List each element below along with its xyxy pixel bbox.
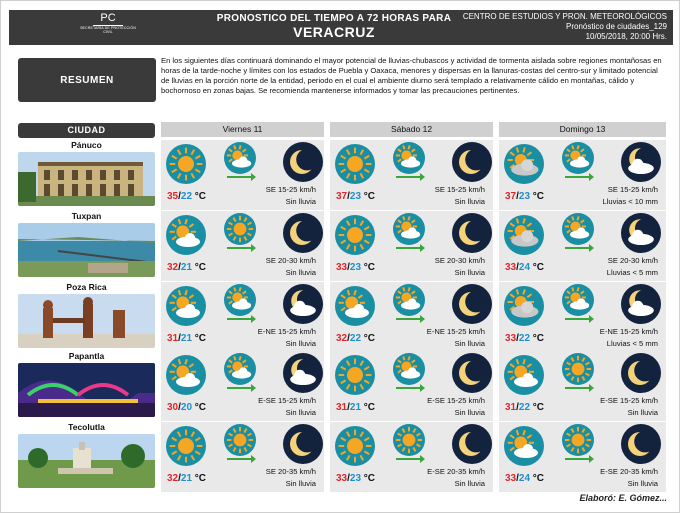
sun-cloud-icon	[224, 284, 256, 316]
sun-icon	[562, 424, 594, 456]
min-temp: 21	[180, 262, 193, 273]
wind-arrow-icon	[396, 176, 422, 178]
city-name: Poza Rica	[66, 282, 107, 292]
wind-speed: SE 15-25 km/h	[265, 185, 316, 194]
rain-forecast: Lluvias < 5 mm	[606, 339, 658, 348]
page-title	[169, 13, 499, 40]
wind-speed: E-SE 15-25 km/h	[600, 396, 658, 405]
temp-unit: °C	[361, 333, 376, 344]
wind-speed: E-SE 20-35 km/h	[600, 467, 658, 476]
logo-subtitle: SECRETARÍA DE PROTECCIÓN CIVIL	[80, 26, 136, 34]
city-name: Papantla	[68, 351, 105, 361]
moon-icon	[283, 213, 323, 253]
wind-arrow-icon	[565, 318, 591, 320]
moon-icon	[452, 142, 492, 182]
temperature	[167, 262, 206, 273]
wind-arrow-icon	[227, 318, 253, 320]
sun-icon	[166, 144, 206, 184]
min-temp: 23	[518, 191, 531, 202]
wind-arrow-icon	[227, 458, 253, 460]
temperature	[336, 473, 375, 484]
max-temp: 30	[167, 402, 179, 413]
min-temp: 23	[349, 191, 362, 202]
temperature	[167, 473, 206, 484]
wind-arrow-icon	[396, 247, 422, 249]
author-credit: Elaboró: E. Gómez...	[579, 493, 667, 503]
temperature	[167, 402, 206, 413]
center-name: CENTRO DE ESTUDIOS Y PRON. METEOROLÓGICOS	[462, 12, 667, 21]
moon-icon	[283, 424, 323, 464]
rain-forecast: Sin lluvia	[627, 479, 658, 488]
temp-unit: °C	[192, 191, 207, 202]
wind-speed: E-NE 15-25 km/h	[257, 327, 316, 336]
sun-cloud-icon	[393, 213, 425, 245]
bulletin-number: Pronóstico de ciudades_129	[566, 22, 667, 31]
temp-separator: /	[347, 402, 350, 413]
photo-town-square	[18, 434, 155, 488]
moon-cloud-icon	[283, 284, 323, 324]
temp-unit: °C	[361, 262, 376, 273]
sun-icon	[224, 424, 256, 456]
moon-icon	[283, 142, 323, 182]
rain-forecast: Sin lluvia	[454, 408, 485, 417]
sun-cloud-icon	[562, 213, 594, 245]
rain-forecast: Lluvias < 10 mm	[602, 197, 658, 206]
max-temp: 37	[505, 191, 517, 202]
temperature	[336, 191, 375, 202]
max-temp: 33	[505, 473, 517, 484]
wind-speed: SE 15-25 km/h	[434, 185, 485, 194]
sun-cloud-icon	[393, 353, 425, 385]
sun-cloud-icon	[504, 355, 544, 395]
sun-cloud-gray-icon	[504, 144, 544, 184]
sun-cloud-icon	[562, 142, 594, 174]
city-name: Pánuco	[71, 140, 102, 150]
temperature	[505, 402, 544, 413]
rain-forecast: Sin lluvia	[454, 339, 485, 348]
city-column-header: CIUDAD	[18, 123, 155, 138]
summary-label: RESUMEN	[18, 58, 156, 102]
min-temp: 23	[349, 473, 362, 484]
wind-speed: E-NE 15-25 km/h	[599, 327, 658, 336]
temp-separator: /	[178, 402, 181, 413]
temp-unit: °C	[530, 473, 545, 484]
max-temp: 32	[167, 473, 179, 484]
temperature	[167, 191, 206, 202]
wind-arrow-icon	[396, 387, 422, 389]
wind-arrow-icon	[565, 458, 591, 460]
temp-separator: /	[178, 191, 181, 202]
temp-separator: /	[516, 473, 519, 484]
temp-separator: /	[178, 333, 181, 344]
max-temp: 35	[167, 191, 179, 202]
photo-river-bridge	[18, 223, 155, 277]
temp-separator: /	[178, 262, 181, 273]
city-name: Tecolutla	[68, 422, 105, 432]
temperature	[505, 191, 544, 202]
max-temp: 33	[336, 262, 348, 273]
temp-separator: /	[347, 473, 350, 484]
rain-forecast: Sin lluvia	[454, 479, 485, 488]
temperature	[505, 333, 544, 344]
temp-unit: °C	[530, 402, 545, 413]
wind-arrow-icon	[396, 318, 422, 320]
logo-divider	[93, 25, 123, 26]
temp-separator: /	[516, 402, 519, 413]
max-temp: 33	[505, 262, 517, 273]
temp-unit: °C	[361, 473, 376, 484]
temperature	[505, 262, 544, 273]
wind-speed: E-SE 15-25 km/h	[427, 396, 485, 405]
rain-forecast: Sin lluvia	[454, 268, 485, 277]
temp-unit: °C	[192, 262, 207, 273]
sun-cloud-icon	[224, 353, 256, 385]
sun-cloud-icon	[562, 284, 594, 316]
temp-separator: /	[347, 191, 350, 202]
sun-icon	[166, 426, 206, 466]
wind-speed: E-NE 15-25 km/h	[426, 327, 485, 336]
temp-unit: °C	[530, 191, 545, 202]
max-temp: 31	[336, 402, 348, 413]
header-info	[463, 12, 667, 42]
max-temp: 31	[505, 402, 517, 413]
temp-unit: °C	[530, 333, 545, 344]
sun-icon	[562, 353, 594, 385]
moon-icon	[621, 353, 661, 393]
day-header-2: Sábado 12	[330, 122, 493, 137]
temperature	[167, 333, 206, 344]
sun-cloud-icon	[393, 142, 425, 174]
sun-icon	[335, 355, 375, 395]
min-temp: 24	[518, 473, 531, 484]
moon-icon	[621, 424, 661, 464]
wind-arrow-icon	[396, 458, 422, 460]
temp-separator: /	[347, 262, 350, 273]
max-temp: 33	[336, 473, 348, 484]
photo-monument	[18, 294, 155, 348]
rain-forecast: Lluvias < 5 mm	[606, 268, 658, 277]
sun-cloud-gray-icon	[504, 286, 544, 326]
temp-separator: /	[516, 191, 519, 202]
max-temp: 33	[505, 333, 517, 344]
wind-speed: E-SE 20-35 km/h	[427, 467, 485, 476]
min-temp: 23	[349, 262, 362, 273]
moon-icon	[452, 213, 492, 253]
photo-colonial-building	[18, 152, 155, 206]
max-temp: 32	[167, 262, 179, 273]
wind-arrow-icon	[227, 387, 253, 389]
temp-separator: /	[516, 262, 519, 273]
day-header-3: Domingo 13	[499, 122, 666, 137]
rain-forecast: Sin lluvia	[285, 339, 316, 348]
sun-icon	[224, 213, 256, 245]
temp-unit: °C	[361, 402, 376, 413]
min-temp: 21	[349, 402, 362, 413]
min-temp: 22	[518, 333, 531, 344]
wind-speed: SE 20-35 km/h	[265, 467, 316, 476]
min-temp: 22	[518, 402, 531, 413]
wind-arrow-icon	[565, 387, 591, 389]
sun-cloud-icon	[393, 284, 425, 316]
wind-speed: SE 15-25 km/h	[607, 185, 658, 194]
sun-icon	[335, 144, 375, 184]
max-temp: 37	[336, 191, 348, 202]
sun-cloud-icon	[335, 286, 375, 326]
wind-arrow-icon	[227, 176, 253, 178]
temp-separator: /	[178, 473, 181, 484]
photo-lit-arches	[18, 363, 155, 417]
temp-unit: °C	[192, 333, 207, 344]
sun-icon	[335, 215, 375, 255]
header-bar	[9, 10, 673, 45]
wind-speed: SE 20-30 km/h	[265, 256, 316, 265]
min-temp: 24	[518, 262, 531, 273]
min-temp: 21	[180, 333, 193, 344]
rain-forecast: Sin lluvia	[627, 408, 658, 417]
temperature	[336, 333, 375, 344]
logo-pc: PC	[100, 12, 116, 24]
wind-arrow-icon	[227, 247, 253, 249]
moon-icon	[452, 284, 492, 324]
rain-forecast: Sin lluvia	[454, 197, 485, 206]
summary-text: En los siguientes días continuará dominando el mayor potencial de lluvias-chubascos y actividad de tormenta aislada sobre regiones montañosas en horas de la tarde-noche y límites con los estados de Puebla y Oaxaca, menores y dispersas en la llanuras-costas del centro-sur y limitado potencial de lluvias en la porción norte de la entidad, periodo en el cual el ambiente diurno será templado a relativamente cálido en montañas, cálido y bochornoso en zonas bajas. Se recomienda mantenerse informados y tomar las precauciones pertinentes.	[161, 56, 662, 95]
moon-icon	[452, 424, 492, 464]
moon-cloud-icon	[283, 353, 323, 393]
temp-separator: /	[516, 333, 519, 344]
min-temp: 21	[180, 473, 193, 484]
sun-icon	[393, 424, 425, 456]
temperature	[505, 473, 544, 484]
temp-unit: °C	[530, 262, 545, 273]
rain-forecast: Sin lluvia	[285, 197, 316, 206]
rain-forecast: Sin lluvia	[285, 479, 316, 488]
sun-cloud-icon	[166, 215, 206, 255]
max-temp: 31	[167, 333, 179, 344]
wind-speed: SE 20-30 km/h	[434, 256, 485, 265]
sun-cloud-icon	[224, 142, 256, 174]
temp-separator: /	[347, 333, 350, 344]
rain-forecast: Sin lluvia	[285, 268, 316, 277]
wind-arrow-icon	[565, 247, 591, 249]
min-temp: 22	[180, 191, 193, 202]
temperature	[336, 262, 375, 273]
min-temp: 20	[180, 402, 193, 413]
temperature	[336, 402, 375, 413]
min-temp: 22	[349, 333, 362, 344]
sun-cloud-gray-icon	[504, 215, 544, 255]
sun-cloud-icon	[166, 286, 206, 326]
temp-unit: °C	[192, 473, 207, 484]
moon-cloud-icon	[621, 142, 661, 182]
sun-cloud-icon	[504, 426, 544, 466]
sun-cloud-icon	[166, 355, 206, 395]
wind-arrow-icon	[565, 176, 591, 178]
title-line1: PRONOSTICO DEL TIEMPO A 72 HORAS PARA	[216, 13, 452, 24]
sun-icon	[335, 426, 375, 466]
moon-icon	[452, 353, 492, 393]
wind-speed: SE 20-30 km/h	[607, 256, 658, 265]
wind-speed: E-SE 15-25 km/h	[258, 396, 316, 405]
temp-unit: °C	[192, 402, 207, 413]
day-header-1: Viernes 11	[161, 122, 324, 137]
moon-cloud-icon	[621, 284, 661, 324]
title-line2: VERACRUZ	[293, 24, 375, 40]
rain-forecast: Sin lluvia	[285, 408, 316, 417]
bulletin-datetime: 10/05/2018, 20:00 Hrs.	[585, 32, 667, 41]
moon-cloud-icon	[621, 213, 661, 253]
temp-unit: °C	[361, 191, 376, 202]
city-name: Tuxpan	[71, 211, 102, 221]
max-temp: 32	[336, 333, 348, 344]
logo	[77, 12, 139, 42]
